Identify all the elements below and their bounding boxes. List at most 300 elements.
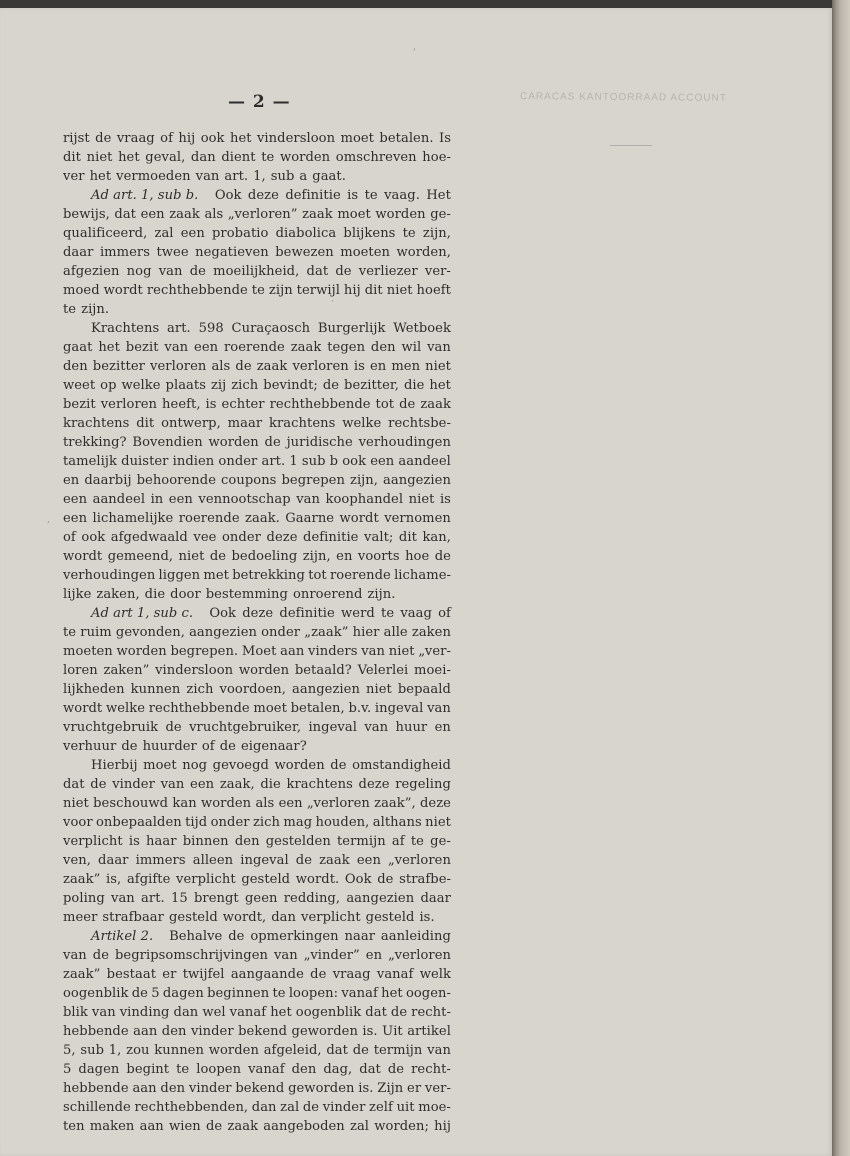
word: nog bbox=[126, 264, 152, 279]
word: van bbox=[160, 777, 185, 792]
scan-speck: , bbox=[47, 515, 50, 525]
word: verhoudingen bbox=[358, 435, 451, 450]
word: strafbaar bbox=[102, 910, 164, 925]
word: zaak bbox=[420, 397, 451, 412]
word: men bbox=[391, 359, 421, 374]
word: als bbox=[255, 796, 275, 811]
word: zijn. bbox=[367, 587, 396, 602]
word: hoeft bbox=[416, 283, 451, 298]
word: wordt bbox=[63, 701, 103, 716]
word: naar bbox=[344, 929, 376, 944]
word: definitie bbox=[279, 606, 335, 621]
word: sub bbox=[301, 454, 326, 469]
word: vanaf bbox=[229, 1005, 267, 1020]
word: sub bbox=[270, 169, 295, 184]
word: heeft, bbox=[162, 397, 201, 412]
italic-heading: Artikel 2. bbox=[91, 929, 154, 944]
word: zal bbox=[350, 1119, 370, 1134]
word: Gaarne bbox=[285, 511, 335, 526]
word: vanaf bbox=[376, 967, 414, 982]
word: van bbox=[427, 701, 451, 716]
word: vinding bbox=[119, 1005, 170, 1020]
word: moeten bbox=[63, 644, 113, 659]
word: regeling bbox=[395, 777, 451, 792]
word: vee bbox=[193, 530, 217, 545]
word: dat bbox=[114, 207, 136, 222]
word: zaken, bbox=[96, 587, 140, 602]
word: de bbox=[121, 739, 138, 754]
word: valt; bbox=[364, 530, 394, 545]
italic-heading: Ad art 1, sub c. bbox=[91, 606, 194, 621]
word: gaat bbox=[63, 340, 93, 355]
word: van bbox=[91, 1005, 116, 1020]
word: van bbox=[158, 264, 183, 279]
word: immers bbox=[135, 853, 186, 868]
text-line bbox=[63, 338, 451, 357]
word: trekking? bbox=[63, 435, 127, 450]
text-line bbox=[63, 775, 451, 794]
page-number: — 2 — bbox=[228, 92, 291, 112]
word: de bbox=[95, 131, 112, 146]
word: rechthebbende bbox=[146, 283, 248, 298]
word: Curaçaosch bbox=[231, 321, 311, 336]
text-line bbox=[63, 395, 451, 414]
word: vaag bbox=[400, 606, 432, 621]
word: te bbox=[176, 1062, 190, 1077]
word: kan, bbox=[422, 530, 451, 545]
word: het bbox=[89, 169, 112, 184]
word: zaak, bbox=[219, 777, 255, 792]
word: huur bbox=[395, 720, 428, 735]
text-line bbox=[63, 433, 451, 452]
word: geen bbox=[244, 891, 278, 906]
text-line bbox=[63, 718, 451, 737]
word: wordt, bbox=[222, 910, 267, 925]
word: loopen bbox=[196, 1062, 242, 1077]
word: moeten bbox=[340, 245, 391, 260]
word: dat bbox=[359, 1062, 381, 1077]
word: dit bbox=[398, 530, 417, 545]
text-line bbox=[63, 984, 451, 1003]
word: hij bbox=[178, 131, 196, 146]
word: verhuur bbox=[63, 739, 117, 754]
word: worden bbox=[116, 644, 167, 659]
word: verloren bbox=[292, 359, 349, 374]
word: en bbox=[365, 948, 383, 963]
word: onder bbox=[210, 815, 250, 830]
word: het bbox=[118, 150, 140, 165]
word: aangezien bbox=[346, 891, 415, 906]
word: bezit bbox=[63, 397, 96, 412]
word: poling bbox=[63, 891, 105, 906]
text-line bbox=[63, 661, 451, 680]
stamp-rule bbox=[610, 145, 652, 146]
word: is bbox=[353, 359, 365, 374]
word: Ook bbox=[214, 188, 242, 203]
text-line bbox=[63, 471, 451, 490]
word: nog bbox=[182, 758, 208, 773]
word: ingeval bbox=[240, 853, 289, 868]
word: van bbox=[427, 1043, 451, 1058]
word: blijkens bbox=[343, 226, 396, 241]
word: bekend bbox=[238, 1024, 288, 1039]
word: Het bbox=[426, 188, 451, 203]
word: zijn, bbox=[302, 549, 331, 564]
text-line bbox=[63, 281, 451, 300]
word: 1, bbox=[108, 1043, 122, 1058]
word: coupons bbox=[221, 473, 277, 488]
word: vaag. bbox=[384, 188, 420, 203]
word: verhoudingen bbox=[63, 568, 156, 583]
word: vanaf bbox=[248, 1062, 285, 1077]
text-line bbox=[63, 623, 451, 642]
word: „verloren bbox=[306, 796, 370, 811]
word: 1 bbox=[289, 454, 298, 469]
word: te bbox=[261, 150, 275, 165]
word: de bbox=[131, 986, 148, 1001]
word: moed bbox=[63, 283, 100, 298]
word: zal bbox=[280, 1100, 300, 1115]
word: definitie bbox=[303, 530, 359, 545]
word: niet bbox=[388, 644, 415, 659]
word: is, bbox=[106, 872, 122, 887]
word: oogen- bbox=[405, 986, 451, 1001]
word: ontwerp, bbox=[161, 416, 221, 431]
text-line bbox=[63, 737, 451, 756]
word: „zaak” bbox=[304, 625, 349, 640]
word: aandeel bbox=[398, 454, 451, 469]
text-line bbox=[63, 129, 451, 148]
word: is bbox=[128, 834, 140, 849]
word: vinder bbox=[190, 1024, 234, 1039]
word: worden bbox=[200, 796, 252, 811]
word: dan bbox=[271, 910, 297, 925]
word: deze bbox=[242, 606, 274, 621]
word: te bbox=[63, 302, 77, 317]
word: koophandel bbox=[325, 492, 404, 507]
word: ingeval bbox=[308, 720, 357, 735]
word: voor bbox=[63, 815, 93, 830]
word: vraag bbox=[332, 967, 371, 982]
word: die bbox=[260, 777, 281, 792]
word: zaak” bbox=[63, 967, 101, 982]
word: terwijl bbox=[296, 283, 340, 298]
word: aangezien bbox=[189, 625, 257, 640]
word: zich bbox=[231, 378, 259, 393]
italic-heading: Ad art. 1, sub b. bbox=[91, 188, 199, 203]
word: Burgerlijk bbox=[317, 321, 386, 336]
word: moeilijkheid, bbox=[213, 264, 300, 279]
word: worden bbox=[208, 1043, 259, 1058]
word: van bbox=[296, 492, 321, 507]
word: verplicht bbox=[301, 910, 361, 925]
word: op bbox=[100, 378, 117, 393]
word: art. bbox=[224, 169, 249, 184]
word: niet bbox=[178, 549, 205, 564]
word: loopen: bbox=[288, 986, 339, 1001]
word: de bbox=[90, 777, 107, 792]
word: worden, bbox=[396, 245, 451, 260]
word: zelf bbox=[369, 1100, 393, 1115]
word: een bbox=[180, 226, 205, 241]
text-line bbox=[63, 832, 451, 851]
word: van bbox=[63, 948, 87, 963]
word: dan bbox=[173, 1005, 199, 1020]
word: bestaat bbox=[106, 967, 157, 982]
word: recht- bbox=[411, 1062, 451, 1077]
word: zijn, bbox=[422, 226, 451, 241]
word: dit bbox=[63, 150, 81, 165]
word: rechthebbende bbox=[148, 701, 250, 716]
word: de bbox=[235, 359, 252, 374]
word: aandeel bbox=[92, 492, 146, 507]
word: dat bbox=[306, 264, 329, 279]
word: de bbox=[295, 853, 313, 868]
word: 1, bbox=[253, 169, 266, 184]
word: 15 bbox=[170, 891, 188, 906]
word: „verloren bbox=[388, 948, 451, 963]
word: werd bbox=[341, 606, 375, 621]
word: onroerend bbox=[292, 587, 363, 602]
word: 598 bbox=[198, 321, 224, 336]
word: zal bbox=[154, 226, 174, 241]
word: bezitter, bbox=[344, 378, 399, 393]
word: twijfel bbox=[182, 967, 225, 982]
text-line bbox=[63, 756, 451, 775]
word: deze bbox=[358, 777, 390, 792]
word: „verloren bbox=[388, 853, 451, 868]
text-line bbox=[63, 566, 451, 585]
word: de bbox=[189, 264, 206, 279]
word: vindersloon bbox=[155, 663, 234, 678]
word: aangezien bbox=[383, 473, 451, 488]
word: welke bbox=[105, 701, 146, 716]
word: moei- bbox=[414, 663, 451, 678]
word: verliezer bbox=[358, 264, 418, 279]
word: tijd bbox=[185, 815, 208, 830]
word: onder bbox=[218, 454, 258, 469]
text-line bbox=[63, 851, 451, 870]
word: die bbox=[144, 587, 166, 602]
word: zaak bbox=[302, 207, 333, 222]
word: zaak. bbox=[245, 511, 280, 526]
word: hoe- bbox=[422, 150, 451, 165]
text-line bbox=[63, 642, 451, 661]
text-line bbox=[63, 927, 451, 946]
word: Is bbox=[438, 131, 451, 146]
word: probatio bbox=[211, 226, 269, 241]
word: daar bbox=[98, 853, 129, 868]
text-line bbox=[63, 509, 451, 528]
word: de bbox=[219, 739, 236, 754]
word: verplicht bbox=[176, 872, 236, 887]
word: krachtens bbox=[269, 416, 336, 431]
word: van bbox=[364, 720, 389, 735]
word: 5 bbox=[151, 986, 160, 1001]
text-line bbox=[63, 889, 451, 908]
word: moet bbox=[340, 131, 374, 146]
word: lichamelijke bbox=[92, 511, 174, 526]
word: „verloren” bbox=[227, 207, 298, 222]
word: art. bbox=[261, 454, 286, 469]
word: voorts bbox=[357, 549, 400, 564]
word: de bbox=[399, 397, 416, 412]
text-line bbox=[63, 1098, 451, 1117]
word: omschreven bbox=[335, 150, 417, 165]
word: moet bbox=[337, 207, 371, 222]
word: het bbox=[270, 1005, 292, 1020]
word: de bbox=[352, 1043, 369, 1058]
word: een bbox=[278, 796, 303, 811]
word: daar bbox=[420, 891, 451, 906]
word: te bbox=[402, 226, 416, 241]
word: dan bbox=[190, 150, 216, 165]
word: althans bbox=[372, 815, 422, 830]
word: dient bbox=[221, 150, 256, 165]
word: begrepen bbox=[281, 473, 345, 488]
text-line bbox=[63, 870, 451, 889]
word: definitie bbox=[285, 188, 341, 203]
word: krachtens bbox=[63, 416, 130, 431]
text-line bbox=[63, 357, 451, 376]
word: ver- bbox=[424, 264, 451, 279]
word: niet bbox=[365, 682, 392, 697]
text-line bbox=[63, 1041, 451, 1060]
word: te bbox=[410, 834, 424, 849]
word: afgifte bbox=[126, 872, 171, 887]
word: dit bbox=[364, 283, 383, 298]
word: de bbox=[377, 872, 394, 887]
word: of bbox=[201, 739, 215, 754]
word: bepaald bbox=[397, 682, 451, 697]
word: dat bbox=[365, 1005, 387, 1020]
word: vindersloon bbox=[256, 131, 336, 146]
word: gevonden, bbox=[115, 625, 185, 640]
word: aan bbox=[139, 1119, 164, 1134]
word: juridische bbox=[286, 435, 353, 450]
word: zich bbox=[186, 682, 214, 697]
word: van bbox=[111, 891, 135, 906]
word: ten bbox=[63, 1119, 85, 1134]
text-line bbox=[63, 965, 451, 984]
word: te bbox=[272, 986, 286, 1001]
text-line bbox=[63, 585, 451, 604]
word: bezit bbox=[125, 340, 159, 355]
word: de bbox=[387, 1062, 405, 1077]
word: hebbende bbox=[63, 1024, 129, 1039]
word: wel bbox=[202, 1005, 226, 1020]
word: het bbox=[98, 340, 120, 355]
word: krachtens bbox=[286, 777, 353, 792]
word: dagen bbox=[162, 986, 204, 1001]
word: in bbox=[150, 492, 164, 507]
word: zaak”, bbox=[374, 796, 416, 811]
word: er bbox=[162, 967, 177, 982]
word: art. bbox=[167, 321, 191, 336]
word: den bbox=[234, 834, 260, 849]
word: worden bbox=[375, 207, 426, 222]
word: gesteld bbox=[365, 910, 415, 925]
word: en bbox=[369, 359, 387, 374]
word: te bbox=[251, 283, 265, 298]
word: door bbox=[170, 587, 201, 602]
word: vinders bbox=[308, 644, 358, 659]
word: geval, bbox=[145, 150, 186, 165]
word: zich bbox=[252, 815, 280, 830]
word: meer bbox=[63, 910, 98, 925]
word: deze bbox=[247, 188, 279, 203]
word: van bbox=[273, 948, 298, 963]
word: worden bbox=[238, 663, 290, 678]
scan-speck: ' bbox=[413, 48, 416, 58]
word: zij bbox=[210, 378, 227, 393]
word: aangeboden bbox=[263, 1119, 345, 1134]
word: vinder bbox=[112, 777, 155, 792]
text-line bbox=[63, 376, 451, 395]
word: betrekking bbox=[232, 568, 305, 583]
word: een bbox=[63, 511, 88, 526]
word: ook bbox=[81, 530, 106, 545]
word: zijn. bbox=[81, 302, 110, 317]
word: of bbox=[160, 131, 173, 146]
word: vruchtgebruiker, bbox=[189, 720, 302, 735]
word: Zijn bbox=[377, 1081, 404, 1096]
word: twee bbox=[156, 245, 189, 260]
word: kunnen bbox=[154, 1043, 204, 1058]
word: het bbox=[229, 131, 252, 146]
word: immers bbox=[99, 245, 150, 260]
word: vernomen bbox=[384, 511, 451, 526]
word: met bbox=[203, 568, 229, 583]
body-text bbox=[63, 129, 451, 1136]
word: den bbox=[291, 1062, 317, 1077]
word: begint bbox=[126, 1062, 170, 1077]
word: roerende bbox=[329, 568, 391, 583]
word: hier bbox=[352, 625, 380, 640]
word: aangezien bbox=[292, 682, 360, 697]
word: zaak bbox=[256, 359, 288, 374]
word: deze bbox=[420, 796, 451, 811]
word: dit bbox=[136, 416, 155, 431]
word: verloren bbox=[100, 397, 158, 412]
word: niet bbox=[408, 492, 435, 507]
word: tot bbox=[308, 568, 327, 583]
word: welke bbox=[121, 378, 161, 393]
text-line bbox=[63, 490, 451, 509]
text-line bbox=[63, 319, 451, 338]
word: betaald? bbox=[294, 663, 352, 678]
text-line bbox=[63, 680, 451, 699]
text-line bbox=[63, 1003, 451, 1022]
word: bezitter bbox=[92, 359, 145, 374]
text-line bbox=[63, 262, 451, 281]
word: niet bbox=[63, 796, 89, 811]
word: vermoeden bbox=[116, 169, 191, 184]
word: welke bbox=[342, 416, 382, 431]
word: een bbox=[370, 454, 395, 469]
word: lichame- bbox=[394, 568, 451, 583]
word: de bbox=[209, 549, 227, 564]
word: moe- bbox=[418, 1100, 451, 1115]
word: moet bbox=[253, 701, 287, 716]
word: zaken” bbox=[103, 663, 150, 678]
word: niet bbox=[86, 150, 113, 165]
word: aan bbox=[280, 644, 305, 659]
word: gaat. bbox=[312, 169, 346, 184]
word: wien bbox=[169, 1119, 201, 1134]
word: dat bbox=[326, 1043, 348, 1058]
word: tegen bbox=[327, 340, 366, 355]
